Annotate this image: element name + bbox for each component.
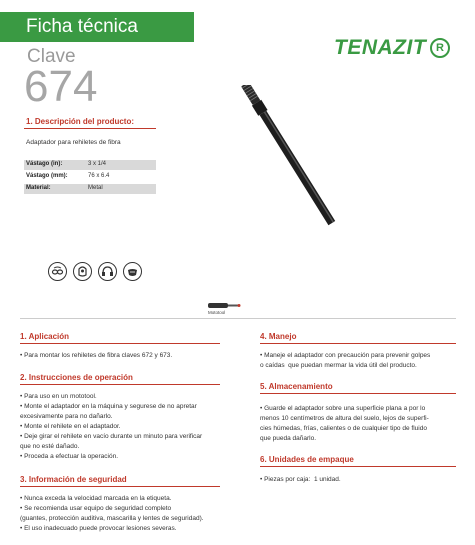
divider [20, 318, 456, 319]
spec-value: 3 x 1/4 [88, 161, 107, 167]
page-title: Ficha técnica [26, 16, 138, 37]
almacenamiento-line: cies húmedas, frías, calientes o de cualquier tipo de fluido [260, 425, 427, 432]
spec-value: 76 x 6.4 [88, 173, 110, 179]
section-divider [20, 486, 220, 487]
face-shield-icon [73, 262, 92, 281]
spec-row [24, 184, 156, 194]
section-title-empaque: 6. Unidades de empaque [260, 455, 354, 464]
instrucciones-line: • Para uso en un mototool. [20, 393, 97, 400]
empaque-text: • Piezas por caja: 1 unidad. [260, 476, 341, 483]
goggles-icon [48, 262, 67, 281]
spec-label: Vástago (mm): [26, 173, 68, 179]
spec-row [24, 160, 156, 170]
mototool-icon [206, 300, 242, 310]
section-title-instrucciones: 2. Instrucciones de operación [20, 373, 133, 382]
almacenamiento-line: que pueda dañarlo. [260, 435, 317, 442]
instrucciones-line: excesivamente para no dañarlo. [20, 413, 113, 420]
instrucciones-line: • Monte el adaptador en la máquina y segurese de no apretar [20, 403, 197, 410]
mototool-caption: Mototool [208, 310, 226, 315]
spec-label: Material: [26, 185, 51, 191]
section-divider [20, 343, 220, 344]
section-divider [24, 128, 156, 129]
mask-icon [123, 262, 142, 281]
section-divider [260, 393, 456, 394]
section-title-descripcion: 1. Descripción del producto: [26, 117, 135, 126]
manejo-line: • Maneje el adaptador con precaución para prevenir golpes [260, 352, 431, 359]
ear-protection-icon [98, 262, 117, 281]
spec-row [24, 172, 156, 182]
seguridad-line: (guantes, protección auditiva, mascarilla y lentes de seguridad). [20, 515, 204, 522]
section-divider [260, 466, 456, 467]
section-divider [20, 384, 220, 385]
seguridad-line: • El uso inadecuado puede provocar lesiones severas. [20, 525, 177, 532]
instrucciones-line: • Proceda a efectuar la operación. [20, 453, 119, 460]
clave-number: 674 [24, 62, 98, 111]
registered-mark-icon: R [430, 38, 450, 58]
seguridad-line: • Se recomienda usar equipo de seguridad completo [20, 505, 172, 512]
instrucciones-line: • Monte el rehilete en el adaptador. [20, 423, 121, 430]
spec-value: Metal [88, 185, 103, 191]
instrucciones-line: • Deje girar el rehilete en vacío durante un minuto para verificar [20, 433, 203, 440]
almacenamiento-line: menos 10 centímetros de altura del suelo, lejos de superfi- [260, 415, 429, 422]
section-title-aplicacion: 1. Aplicación [20, 332, 70, 341]
brand-logo: TENAZIT [334, 36, 427, 59]
seguridad-line: • Nunca exceda la velocidad marcada en la etiqueta. [20, 495, 172, 502]
spec-label: Vástago (in): [26, 161, 63, 167]
section-title-manejo: 4. Manejo [260, 332, 297, 341]
aplicacion-text: • Para montar los rehiletes de fibra claves 672 y 673. [20, 352, 173, 359]
section-divider [260, 343, 456, 344]
section-title-almacenamiento: 5. Almacenamiento [260, 382, 333, 391]
section-title-seguridad: 3. Información de seguridad [20, 475, 127, 484]
clave-label: Clave [27, 46, 76, 67]
product-adapter-image [230, 85, 410, 235]
product-description: Adaptador para rehiletes de fibra [26, 139, 121, 146]
instrucciones-line: que no esté dañado. [20, 443, 80, 450]
almacenamiento-line: • Guarde el adaptador sobre una superficie plana a por lo [260, 405, 426, 412]
manejo-line: o caídas que puedan mermar la vida útil del producto. [260, 362, 417, 369]
